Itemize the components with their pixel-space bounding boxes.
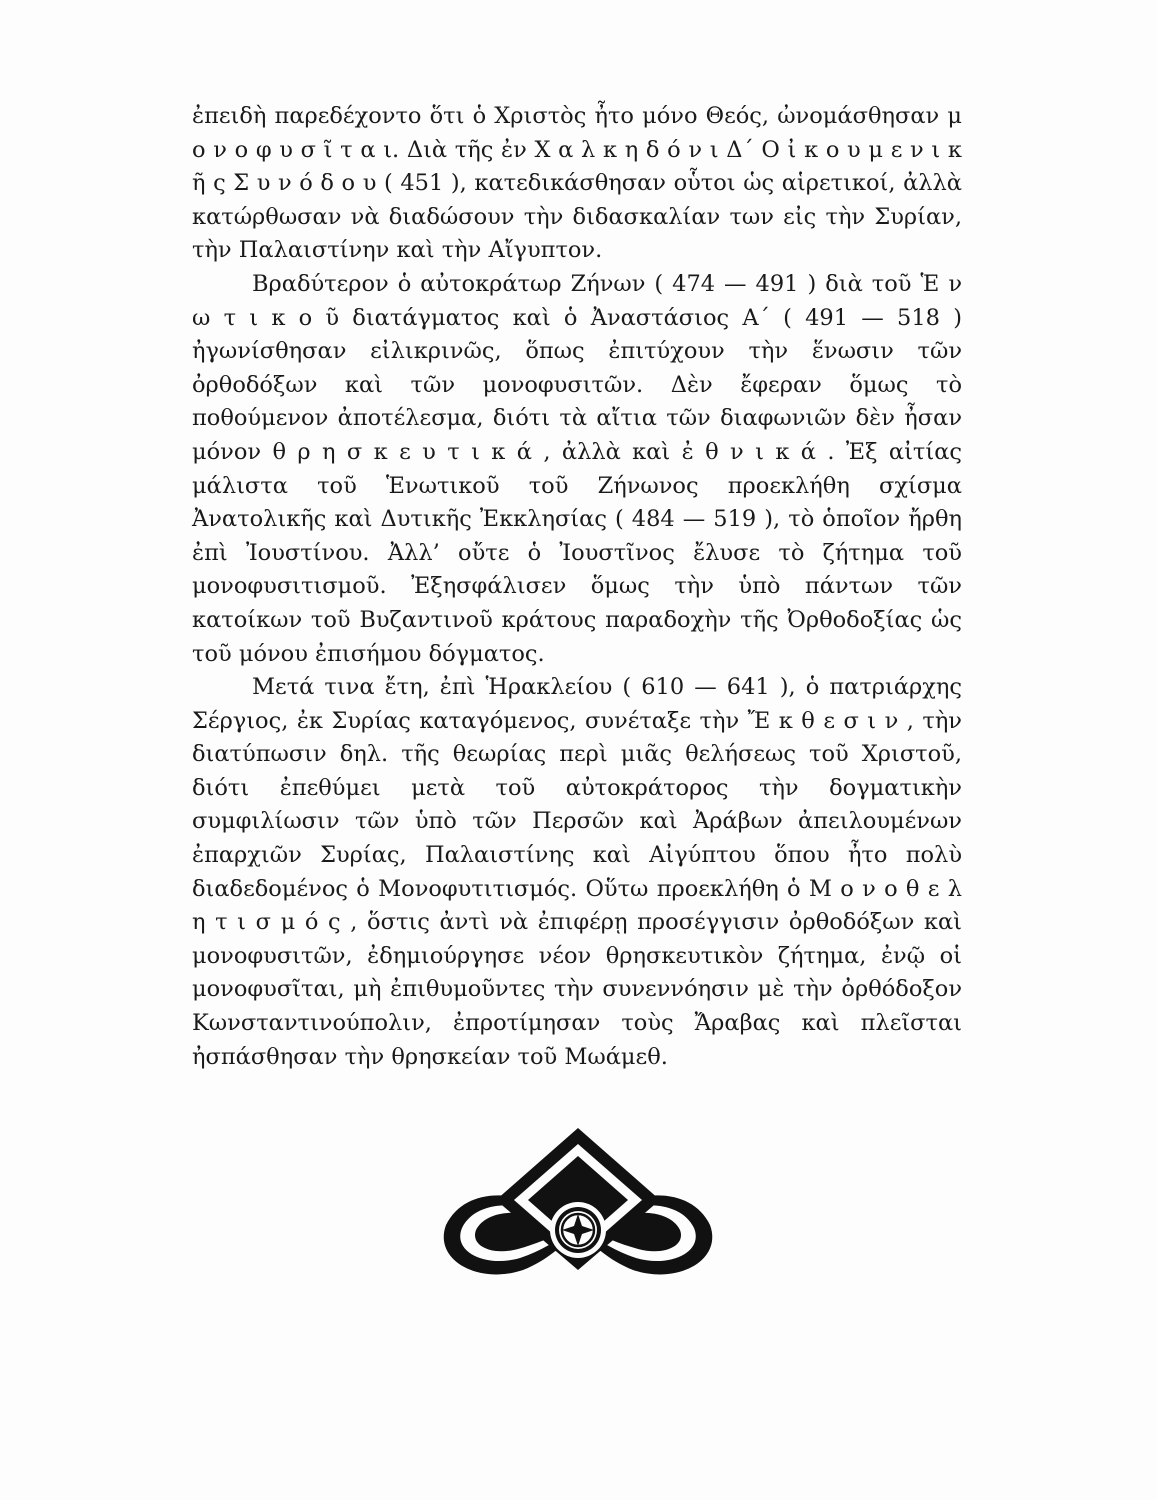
cross-medallion-ornament-icon xyxy=(428,1120,728,1290)
body-text xyxy=(192,100,962,1074)
paragraph-monothelitism: Μετά τινα ἔτη, ἐπὶ Ἡρακλείου ( 610 — 641 ), ὁ πατριάρχης Σέργιος, ἐκ Συρίας καταγόμενος, συνέταξε τὴν Ἔ κ θ ε σ ι ν , τὴν διατύπωσιν δηλ. τῆς θεωρίας περὶ μιᾶς θελήσεως τοῦ Χριστοῦ, διότι ἐπεθύμει μετὰ τοῦ αὐτοκράτορος τὴν δογματικὴν συμφιλίωσιν τῶν ὑπὸ τῶν Περσῶν καὶ Ἀράβων ἀπειλουμένων ἐπαρχιῶν Συρίας, Παλαιστίνης καὶ Αἰγύπτου ὅπου ἦτο πολὺ διαδεδομένος ὁ Μονοφυτιτισμός. Οὕτω προεκλήθη ὁ Μ ο ν ο θ ε λ η τ ι σ μ ό ς , ὅστις ἀντὶ νὰ ἐπιφέρῃ προσέγγισιν ὀρθοδόξων καὶ μονοφυσιτῶν, ἐδημιούργησε νέον θρησκευτικὸν ζήτημα, ἐνῷ οἱ μονοφυσῖται, μὴ ἐπιθυμοῦντες τὴν συνεννόησιν μὲ τὴν ὀρθόδοξον Κωνσταντινούπολιν, ἐπροτίμησαν τοὺς Ἄραβας καὶ πλεῖσται ἠσπάσθησαν τὴν θρησκείαν τοῦ Μωάμεθ. xyxy=(192,674,962,1070)
paragraph-monophysites: ἐπειδὴ παρεδέχοντο ὅτι ὁ Χριστὸς ἦτο μόνο Θεός, ὠνομάσθησαν μ ο ν ο φ υ σ ῖ τ α ι. Διὰ τῆς ἐν Χ α λ κ η δ ό ν ι Δ΄ Ο ἰ κ ο υ μ ε ν ι κ ῆ ς Σ υ ν ό δ ο υ ( 451 ), κατεδικάσθησαν οὗτοι ὡς αἱρετικοί, ἀλλὰ κατώρθωσαν νὰ διαδώσουν τὴν διδασκαλίαν των εἰς τὴν Συρίαν, τὴν Παλαιστίνην καὶ τὴν Αἴγυπτον. xyxy=(192,103,962,264)
paragraph-zeno-henotikon: Βραδύτερον ὁ αὐτοκράτωρ Ζήνων ( 474 — 491 ) διὰ τοῦ Ἑ ν ω τ ι κ ο ῦ διατάγματος καὶ ὁ Ἀναστάσιος Α΄ ( 491 — 518 ) ἠγωνίσθησαν εἰλικρινῶς, ὅπως ἐπιτύχουν τὴν ἕνωσιν τῶν ὀρθοδόξων καὶ τῶν μονοφυσιτῶν. Δὲν ἔφεραν ὅμως τὸ ποθούμενον ἀποτέλεσμα, διότι τὰ αἴτια τῶν διαφωνιῶν δὲν ἦσαν μόνον θ ρ η σ κ ε υ τ ι κ ά , ἀλλὰ καὶ ἐ θ ν ι κ ά . Ἐξ αἰτίας μάλιστα τοῦ Ἑνωτικοῦ τοῦ Ζήνωνος προεκλήθη σχίσμα Ἀνατολικῆς καὶ Δυτικῆς Ἐκκλησίας ( 484 — 519 ), τὸ ὁποῖον ἤρθη ἐπὶ Ἰουστίνου. Ἀλλ’ οὔτε ὁ Ἰουστῖνος ἔλυσε τὸ ζήτημα τοῦ μονοφυσιτισμοῦ. Ἐξησφάλισεν ὅμως τὴν ὑπὸ πάντων τῶν κατοίκων τοῦ Βυζαντινοῦ κράτους παραδοχὴν τῆς Ὀρθοδοξίας ὡς τοῦ μόνου ἐπισήμου δόγματος. xyxy=(192,270,962,667)
